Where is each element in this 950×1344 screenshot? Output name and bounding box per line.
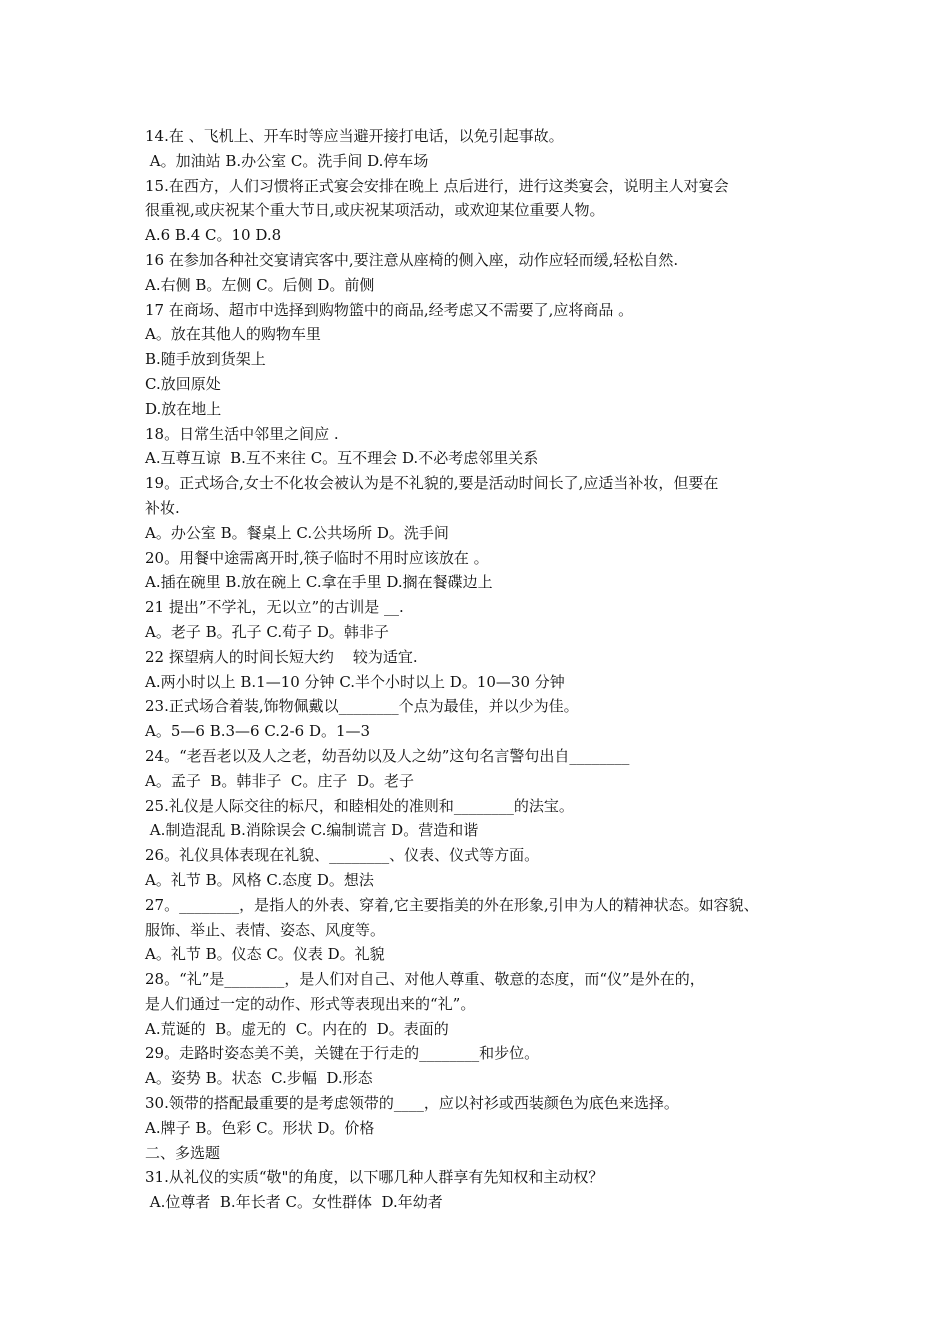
text-line: 22 探望病人的时间长短大约 较为适宜. — [145, 647, 418, 666]
text-line: B.随手放到货架上 — [145, 350, 266, 369]
text-line: 19。正式场合,女士不化妆会被认为是不礼貌的,要是活动时间长了,应适当补妆，但要在 — [145, 474, 719, 493]
text-line: A.右侧 B。左侧 C。后侧 D。前侧 — [145, 275, 375, 294]
text-line: A。礼节 B。仪态 C。仪表 D。礼貌 — [145, 945, 385, 964]
text-line: D.放在地上 — [145, 399, 222, 418]
text-line: A。5—6 B.3—6 C.2-6 D。1—3 — [145, 722, 371, 741]
question-text-block — [145, 124, 825, 1215]
text-line: 20。用餐中途需离开时,筷子临时不用时应该放在 。 — [145, 548, 489, 567]
text-line: A.插在碗里 B.放在碗上 C.拿在手里 D.搁在餐碟边上 — [145, 573, 493, 592]
text-line: 25.礼仪是人际交往的标尺，和睦相处的准则和________的法宝。 — [145, 796, 574, 815]
text-line: 30.领带的搭配最重要的是考虑领带的____，应以衬衫或西装颜色为底色来选择。 — [145, 1094, 679, 1113]
text-line: A.互尊互谅 B.互不来往 C。互不理会 D.不必考虑邻里关系 — [145, 449, 539, 468]
text-line: 15.在西方，人们习惯将正式宴会安排在晚上 点后进行，进行这类宴会，说明主人对宴会 — [145, 176, 729, 195]
text-line: A。姿势 B。状态 C.步幅 D.形态 — [145, 1069, 373, 1088]
text-line: 16 在参加各种社交宴请宾客中,要注意从座椅的侧入座，动作应轻而缓,轻松自然. — [145, 250, 679, 269]
text-line: A.6 B.4 C。10 D.8 — [145, 226, 282, 245]
text-line: 补妆. — [145, 498, 180, 517]
text-line: 17 在商场、超市中选择到购物篮中的商品,经考虑又不需要了,应将商品 。 — [145, 300, 634, 319]
text-line: A.牌子 B。色彩 C。形状 D。价格 — [145, 1118, 375, 1137]
text-line: 24。“老吾老以及人之老，幼吾幼以及人之幼”这句名言警句出自________ — [145, 746, 630, 765]
text-line: 29。走路时姿态美不美，关键在于行走的________和步位。 — [145, 1044, 540, 1063]
text-line: A。加油站 B.办公室 C。洗手间 D.停车场 — [145, 151, 429, 170]
text-line: 18。日常生活中邻里之间应 . — [145, 424, 339, 443]
text-line: 是人们通过一定的动作、形式等表现出来的“礼”。 — [145, 994, 476, 1013]
text-line: A。孟子 B。韩非子 C。庄子 D。老子 — [145, 771, 414, 790]
text-line: A。老子 B。孔子 C.荀子 D。韩非子 — [145, 622, 389, 641]
text-line: 23.正式场合着装,饰物佩戴以________个点为最佳，并以少为佳。 — [145, 697, 579, 716]
text-line: 14.在 、飞机上、开车时等应当避开接打电话，以免引起事故。 — [145, 127, 564, 145]
text-line: A。放在其他人的购物车里 — [145, 325, 321, 344]
text-line: 服饰、举止、表情、姿态、风度等。 — [145, 920, 386, 939]
text-line: 31.从礼仪的实质“敬"的角度，以下哪几种人群享有先知权和主动权？ — [145, 1168, 604, 1187]
text-line: A。办公室 B。餐桌上 C.公共场所 D。洗手间 — [145, 523, 449, 542]
text-line: A.制造混乱 B.消除误会 C.编制谎言 D。营造和谐 — [145, 821, 479, 840]
text-line: A.位尊者 B.年长者 C。女性群体 D.年幼者 — [145, 1193, 443, 1212]
text-line: 很重视,或庆祝某个重大节日,或庆祝某项活动，或欢迎某位重要人物。 — [145, 201, 605, 220]
text-line: 26。礼仪具体表现在礼貌、________、仪表、仪式等方面。 — [145, 846, 540, 865]
text-line: A.两小时以上 B.1—10 分钟 C.半个小时以上 D。10—30 分钟 — [145, 672, 565, 691]
text-line: A。礼节 B。风格 C.态度 D。想法 — [145, 870, 374, 889]
text-line: 28。“礼”是________，是人们对自己、对他人尊重、敬意的态度，而“仪”是外在的， — [145, 970, 705, 989]
text-line: 21 提出”不学礼，无以立”的古训是 __. — [145, 598, 404, 617]
text-line: C.放回原处 — [145, 374, 221, 393]
text-line: A.荒诞的 B。虚无的 C。内在的 D。表面的 — [145, 1019, 449, 1038]
section-heading: 二、多选题 — [145, 1143, 221, 1162]
text-line: 27。________，是指人的外表、穿着,它主要指美的外在形象,引申为人的精神状态。如容貌、 — [145, 895, 759, 914]
